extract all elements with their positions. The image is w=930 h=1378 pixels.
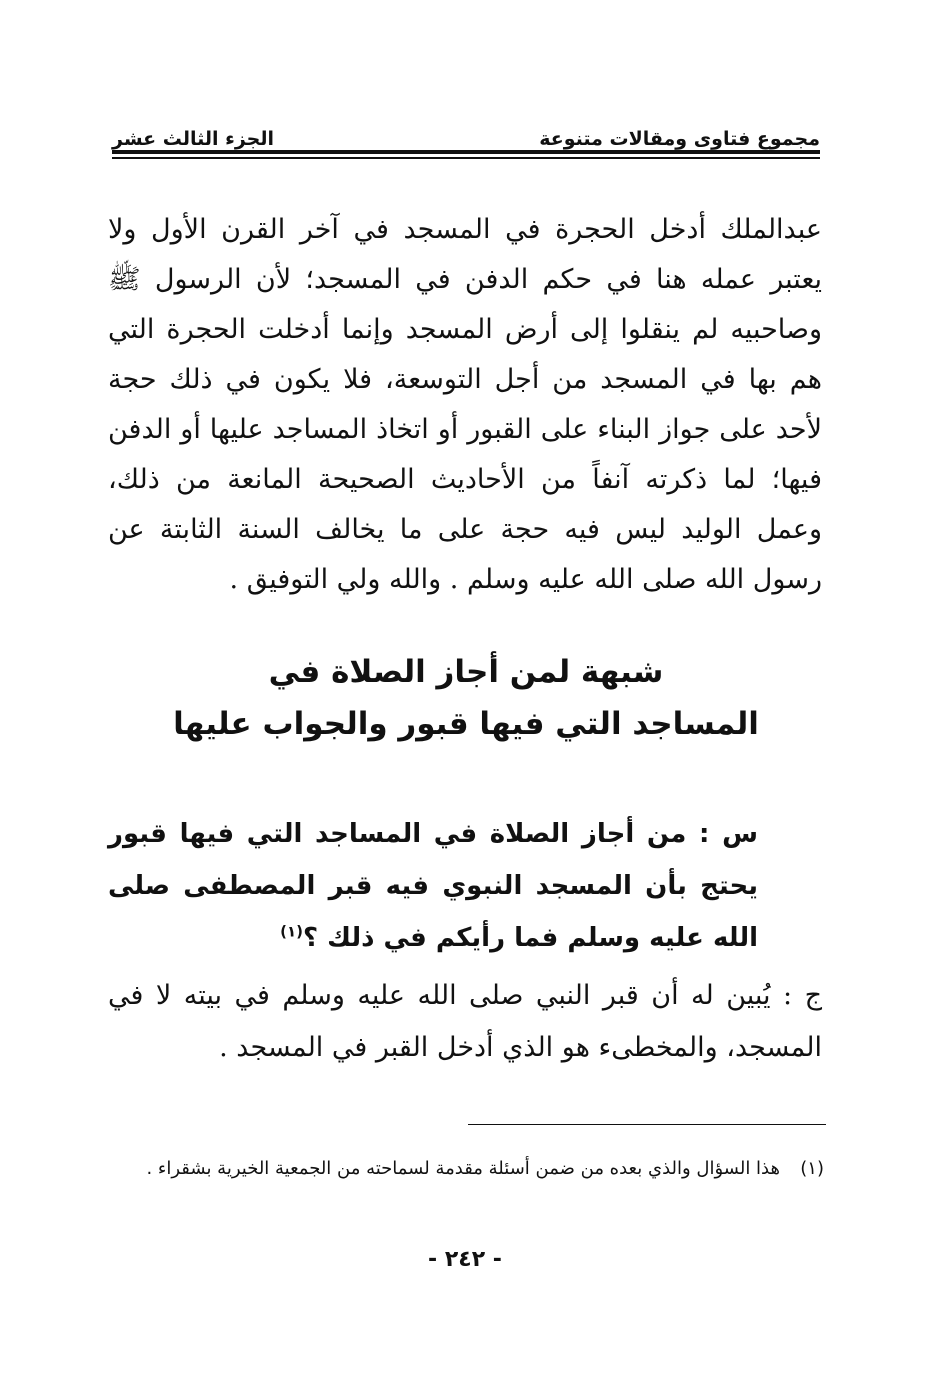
section-title-line-1: شبهة لمن أجاز الصلاة في bbox=[268, 654, 664, 690]
footnote-reference[interactable]: (١) bbox=[280, 922, 303, 941]
section-title bbox=[112, 646, 820, 750]
section-title-line-2: المساجد التي فيها قبور والجواب عليها bbox=[173, 706, 759, 742]
question-paragraph bbox=[108, 808, 758, 964]
volume-label: الجزء الثالث عشر bbox=[112, 128, 275, 150]
footnote bbox=[112, 1150, 824, 1188]
page-number: - ٢٤٢ - bbox=[428, 1247, 502, 1272]
footnote-text: هذا السؤال والذي بعده من ضمن أسئلة مقدمة لسماحته من الجمعية الخيرية بشقراء . bbox=[146, 1158, 780, 1179]
answer-paragraph: ج : يُبين له أن قبر النبي صلى الله عليه وسلم في بيته لا في المسجد، والمخطىء هو الذي أدخل القبر في المسجد . bbox=[108, 980, 823, 1063]
running-header bbox=[112, 118, 820, 152]
body-paragraph: عبدالملك أدخل الحجرة في المسجد في آخر القرن الأول ولا يعتبر عمله هنا في حكم الدفن في المسجد؛ لأن الرسول ﷺ وصاحبيه لم ينقلوا إلى أرض المسجد وإنما أدخلت الحجرة التي هم بها في المسجد من أجل التوسعة، فلا يكون في ذلك حجة لأحد على جواز البناء على القبور أو اتخاذ المساجد عليها أو الدفن فيها؛ لما ذكرته آنفاً من الأحاديث الصحيحة المانعة من ذلك، وعمل الوليد ليس فيه حجة على ما يخالف السنة الثابتة عن رسول الله صلى الله عليه وسلم . والله ولي التوفيق . bbox=[108, 214, 822, 595]
footnote-marker: (١) bbox=[800, 1158, 824, 1179]
header-rule-thick bbox=[112, 150, 820, 154]
footnote-separator bbox=[468, 1124, 826, 1125]
question-text: س : من أجاز الصلاة في المساجد التي فيها قبور يحتج بأن المسجد النبوي فيه قبر المصطفى صلى الله عليه وسلم فما رأيكم في ذلك ؟ bbox=[108, 819, 758, 953]
header-rule-thin bbox=[112, 157, 820, 159]
book-title: مجموع فتاوى ومقالات متنوعة bbox=[539, 128, 820, 150]
